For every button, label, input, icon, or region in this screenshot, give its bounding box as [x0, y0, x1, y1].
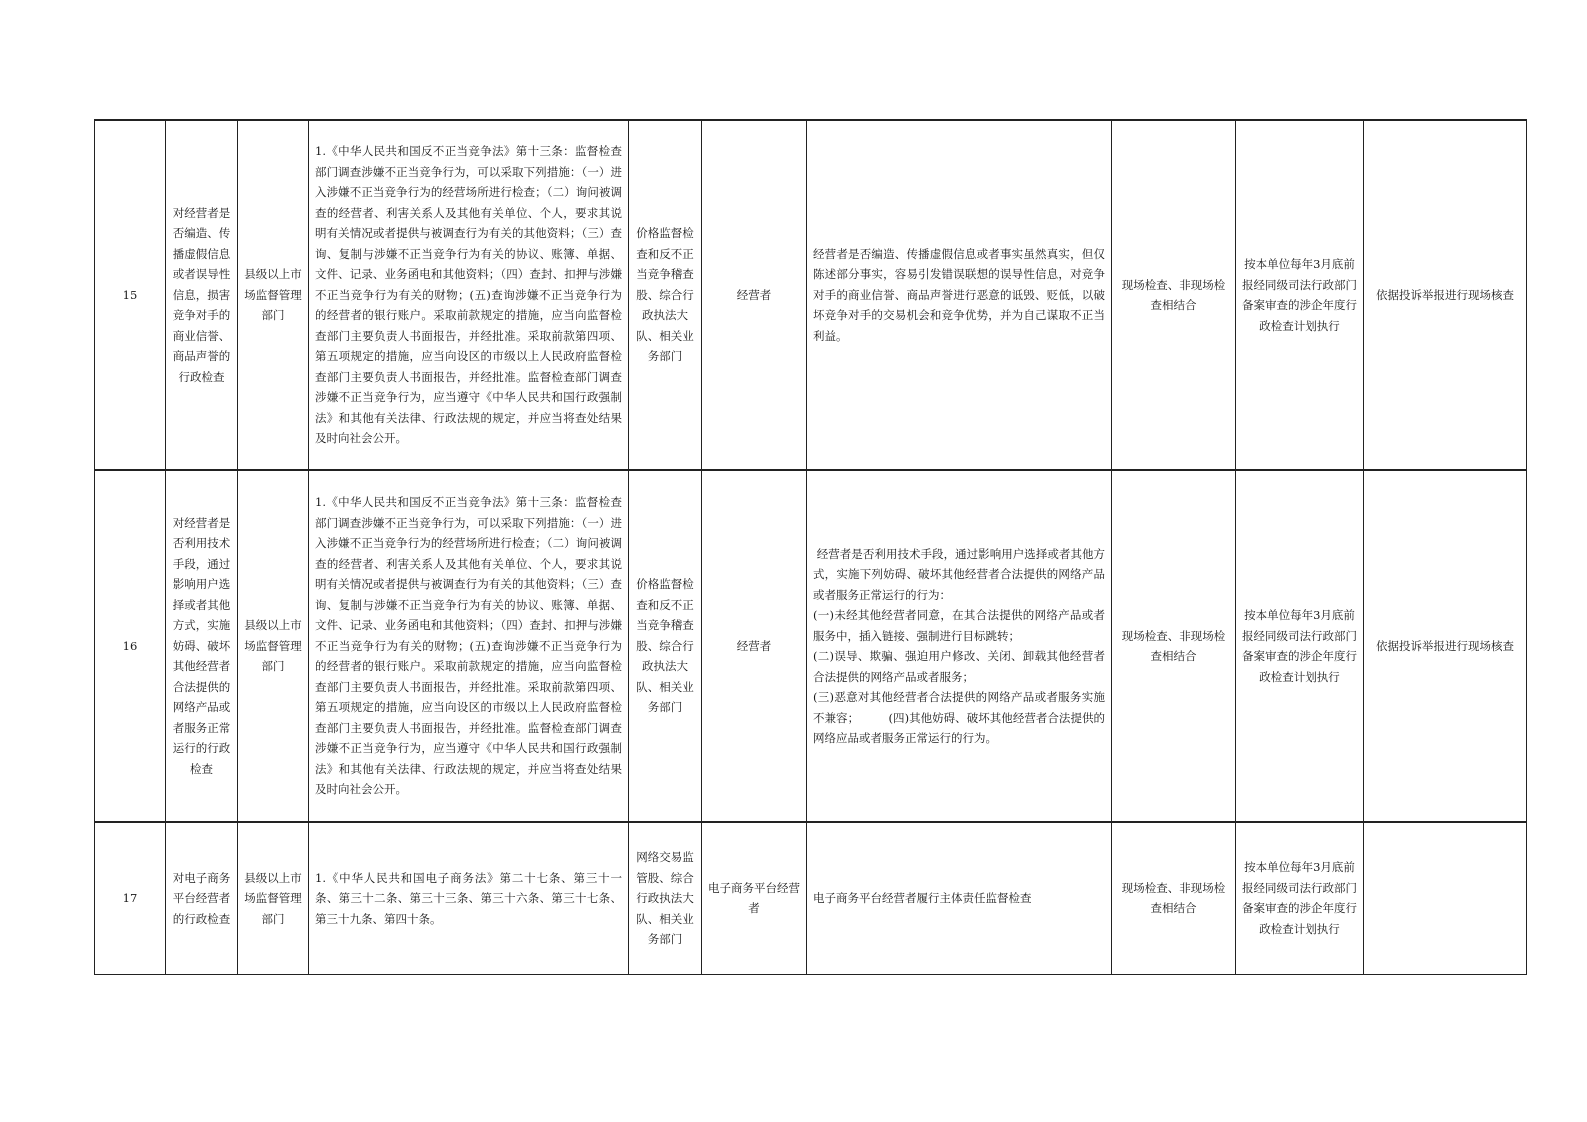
inspection-item: 对经营者是否编造、传播虚假信息或者误导性信息，损害竞争对手的商业信誉、商品声誉的行政检查	[166, 120, 238, 470]
inspection-note	[1364, 822, 1527, 974]
inspection-frequency: 按本单位每年3月底前报经同级司法行政部门备案审查的涉企年度行政检查计划执行	[1236, 470, 1364, 822]
inspection-note: 依据投诉举报进行现场核查	[1364, 470, 1527, 822]
table-row	[95, 470, 1527, 822]
inspection-target: 经营者	[702, 120, 807, 470]
inspection-method: 现场检查、非现场检查相结合	[1112, 822, 1236, 974]
responsible-department: 网络交易监管股、综合行政执法大队、相关业务部门	[629, 822, 702, 974]
responsible-department: 价格监督检查和反不正当竞争稽查股、综合行政执法大队、相关业务部门	[629, 120, 702, 470]
row-number: 16	[95, 470, 166, 822]
row-number: 15	[95, 120, 166, 470]
legal-basis: 1.《中华人民共和国电子商务法》第二十七条、第三十一条、第三十二条、第三十三条、第三十六条、第三十七条、第三十九条、第四十条。	[309, 822, 629, 974]
table-row	[95, 120, 1527, 470]
responsible-department: 价格监督检查和反不正当竞争稽查股、综合行政执法大队、相关业务部门	[629, 470, 702, 822]
inspection-subject: 县级以上市场监督管理部门	[238, 822, 309, 974]
inspection-note: 依据投诉举报进行现场核查	[1364, 120, 1527, 470]
inspection-method: 现场检查、非现场检查相结合	[1112, 120, 1236, 470]
inspection-item: 对经营者是否利用技术手段，通过影响用户选择或者其他方式，实施妨碍、破坏其他经营者合法提供的网络产品或者服务正常运行的行政检查	[166, 470, 238, 822]
inspection-content: 经营者是否编造、传播虚假信息或者事实虽然真实，但仅陈述部分事实，容易引发错误联想的误导性信息，对竞争对手的商业信誉、商品声誉进行恶意的诋毁、贬低，以破坏竞争对手的交易机会和竞争优势，并为自己谋取不正当利益。	[807, 120, 1112, 470]
legal-basis: 1.《中华人民共和国反不正当竞争法》第十三条：监督检查部门调查涉嫌不正当竞争行为，可以采取下列措施：（一）进入涉嫌不正当竞争行为的经营场所进行检查；（二）询问被调查的经营者、利害关系人及其他有关单位、个人，要求其说明有关情况或者提供与被调查行为有关的其他资料；（三）查询、复制与涉嫌不正当竞争行为有关的协议、账簿、单据、文件、记录、业务函电和其他资料；（四）查封、扣押与涉嫌不正当竞争行为有关的财物；(五)查询涉嫌不正当竞争行为的经营者的银行账户。采取前款规定的措施，应当向监督检查部门主要负责人书面报告，并经批准。采取前款第四项、第五项规定的措施，应当向设区的市级以上人民政府监督检查部门主要负责人书面报告，并经批准。监督检查部门调查涉嫌不正当竞争行为，应当遵守《中华人民共和国行政强制法》和其他有关法律、行政法规的规定，并应当将查处结果及时向社会公开。	[309, 120, 629, 470]
legal-basis: 1.《中华人民共和国反不正当竞争法》第十三条：监督检查部门调查涉嫌不正当竞争行为，可以采取下列措施：（一）进入涉嫌不正当竞争行为的经营场所进行检查；（二）询问被调查的经营者、利害关系人及其他有关单位、个人，要求其说明有关情况或者提供与被调查行为有关的其他资料；（三）查询、复制与涉嫌不正当竞争行为有关的协议、账簿、单据、文件、记录、业务函电和其他资料；（四）查封、扣押与涉嫌不正当竞争行为有关的财物；(五)查询涉嫌不正当竞争行为的经营者的银行账户。采取前款规定的措施，应当向监督检查部门主要负责人书面报告，并经批准。采取前款第四项、第五项规定的措施，应当向设区的市级以上人民政府监督检查部门主要负责人书面报告，并经批准。监督检查部门调查涉嫌不正当竞争行为，应当遵守《中华人民共和国行政强制法》和其他有关法律、行政法规的规定，并应当将查处结果及时向社会公开。	[309, 470, 629, 822]
inspection-content: 经营者是否利用技术手段，通过影响用户选择或者其他方式，实施下列妨碍、破坏其他经营者合法提供的网络产品 或者服务正常运行的行为： (一)未经其他经营者同意，在其合法提供的网络产品或者服务中，插入链接、强制进行目标跳转； (二)误导、欺骗、强迫用户修改、关闭、卸载其他经营者合法提供的网络产品或者服务； (三)恶意对其他经营者合法提供的网络产品或者服务实施不兼容； (四)其他妨碍、破坏其他经营者合法提供的网络应品或者服务正常运行的行为。	[807, 470, 1112, 822]
inspection-frequency: 按本单位每年3月底前报经同级司法行政部门备案审查的涉企年度行政检查计划执行	[1236, 822, 1364, 974]
inspection-target: 电子商务平台经营者	[702, 822, 807, 974]
table-row	[95, 822, 1527, 974]
inspection-frequency: 按本单位每年3月底前报经同级司法行政部门备案审查的涉企年度行政检查计划执行	[1236, 120, 1364, 470]
inspection-item: 对电子商务平台经营者的行政检查	[166, 822, 238, 974]
inspection-target: 经营者	[702, 470, 807, 822]
inspection-table	[94, 119, 1527, 975]
inspection-content: 电子商务平台经营者履行主体责任监督检查	[807, 822, 1112, 974]
inspection-subject: 县级以上市场监督管理部门	[238, 470, 309, 822]
row-number: 17	[95, 822, 166, 974]
inspection-subject: 县级以上市场监督管理部门	[238, 120, 309, 470]
inspection-method: 现场检查、非现场检查相结合	[1112, 470, 1236, 822]
